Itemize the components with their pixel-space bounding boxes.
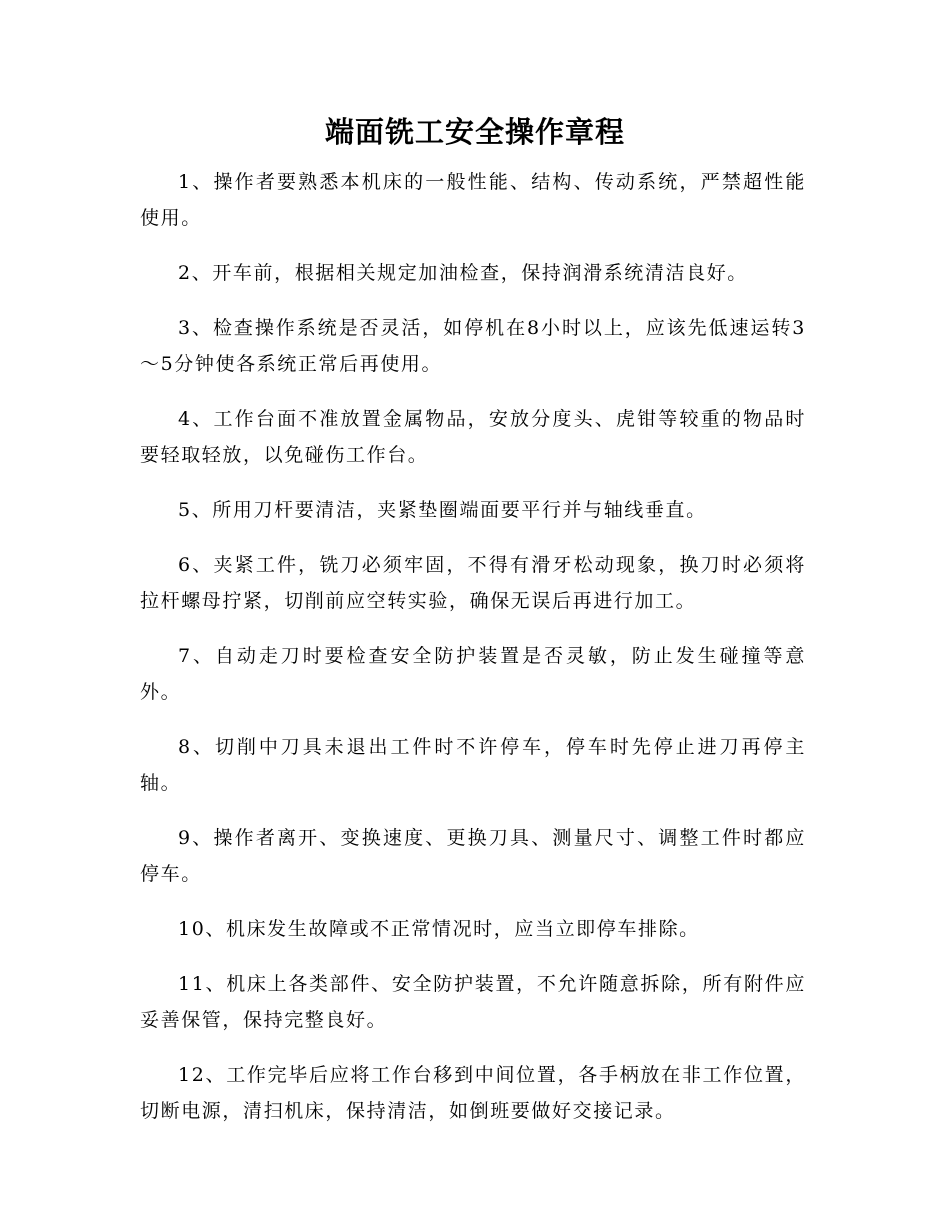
paragraph-7: 7、自动走刀时要检查安全防护装置是否灵敏，防止发生碰撞等意外。	[140, 645, 806, 703]
paragraph-1: 1、操作者要熟悉本机床的一般性能、结构、传动系统，严禁超性能使用。	[140, 171, 806, 229]
paragraph-9: 9、操作者离开、变换速度、更换刀具、测量尺寸、调整工件时都应停车。	[140, 827, 806, 885]
paragraph-6: 6、夹紧工件，铣刀必须牢固，不得有滑牙松动现象，换刀时必须将拉杆螺母拧紧，切削前应空转实验，确保无误后再进行加工。	[140, 554, 806, 612]
paragraph-2: 2、开车前，根据相关规定加油检查，保持润滑系统清洁良好。	[178, 262, 748, 284]
paragraph-11: 11、机床上各类部件、安全防护装置，不允许随意拆除，所有附件应妥善保管，保持完整良好。	[140, 973, 806, 1031]
paragraph-3: 3、检查操作系统是否灵活，如停机在8小时以上，应该先低速运转3～5分钟使各系统正常后再使用。	[140, 317, 806, 375]
document-body	[140, 164, 806, 1148]
page-title: 端面铣工安全操作章程	[324, 115, 625, 149]
paragraph-10: 10、机床发生故障或不正常情况时，应当立即停车排除。	[178, 918, 700, 940]
paragraph-12: 12、工作完毕后应将工作台移到中间位置，各手柄放在非工作位置，切断电源，清扫机床，保持清洁，如倒班要做好交接记录。	[140, 1064, 806, 1122]
paragraph-5: 5、所用刀杆要清洁，夹紧垫圈端面要平行并与轴线垂直。	[178, 499, 707, 521]
paragraph-8: 8、切削中刀具未退出工件时不许停车，停车时先停止进刀再停主轴。	[140, 736, 806, 794]
paragraph-4: 4、工作台面不准放置金属物品，安放分度头、虎钳等较重的物品时要轻取轻放，以免碰伤工作台。	[140, 408, 806, 466]
